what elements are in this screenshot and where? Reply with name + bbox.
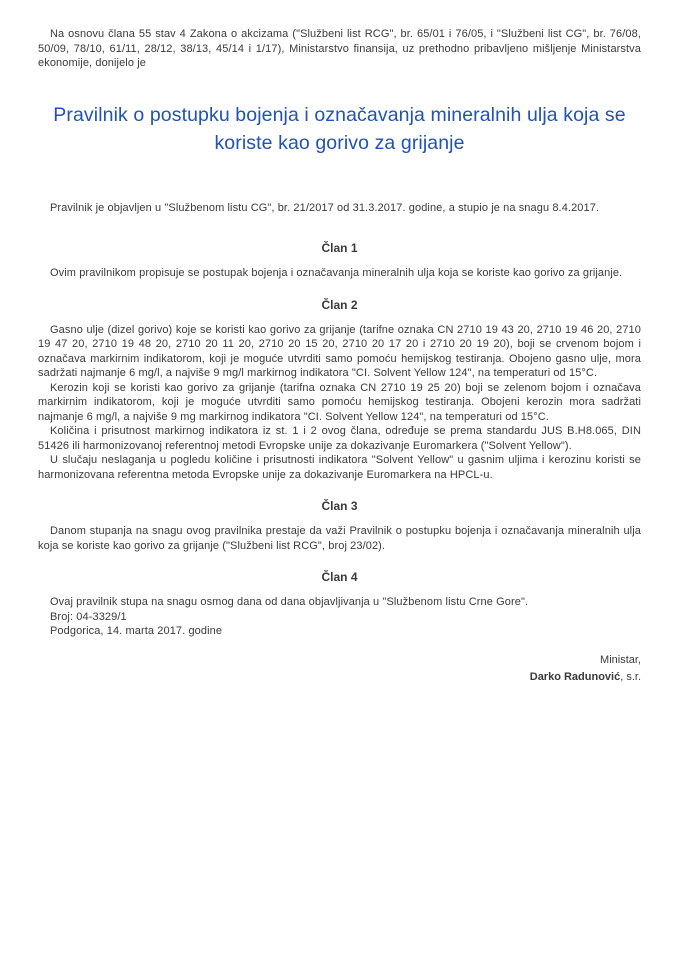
- signature-role: Ministar,: [600, 653, 641, 666]
- document-title: Pravilnik o postupku bojenja i označavanja mineralnih ulja koja se koriste kao gorivo za grijanje: [53, 103, 626, 154]
- article-1-heading: Član 1: [321, 241, 358, 255]
- place-date-line: Podgorica, 14. marta 2017. godine: [50, 625, 223, 637]
- article-4-paragraph-1: Ovaj pravilnik stupa na snagu osmog dana od dana objavljivanja u "Službenom listu Crne Gore".: [50, 596, 529, 608]
- article-3-heading: Član 3: [321, 499, 358, 513]
- article-4-heading: Član 4: [321, 570, 358, 584]
- article-2-heading: Član 2: [321, 297, 358, 312]
- signature-suffix: , s.r.: [620, 670, 641, 683]
- preamble-paragraph: Na osnovu člana 55 stav 4 Zakona o akcizama ("Službeni list RCG", br. 65/01 i 76/05, i "Službeni list CG", br. 76/08, 50/09, 78/10, 61/11, 28/12, 38/13, 45/14 i 1/17), Ministarstvo finansija, uz prethodno pribavljeno mišljenje Ministarstva ekonomije, donijelo je: [38, 28, 641, 69]
- article-2-paragraph-2: Kerozin koji se koristi kao gorivo za grijanje (tarifna oznaka CN 2710 19 25 20) boji se zelenom bojom i označava markirnim indikatorom, koji je moguće utvrditi samo pomoću hemijskog testiranja. Obojeni kerozin mora sadržati najmanje 6 mg/l, a najviše 9 mg markirnog indikatora "CI. Solvent Yellow 124", na temperaturi od 15°C.: [38, 381, 641, 423]
- signature-name: Darko Radunović: [529, 670, 621, 683]
- article-1-paragraph-1: Ovim pravilnikom propisuje se postupak bojenja i označavanja mineralnih ulja koja se koriste kao gorivo za grijanje.: [50, 267, 623, 279]
- article-3-paragraph-1: Danom stupanja na snagu ovog pravilnika prestaje da važi Pravilnik o postupku bojenja i označavanja mineralnih ulja koja se koriste kao gorivo za grijanje ("Službeni list RCG", broj 23/02).: [38, 525, 641, 552]
- article-2-paragraph-3: Količina i prisutnost markirnog indikatora iz st. 1 i 2 ovog člana, određuje se prema standardu JUS B.H8.065, DIN 51426 ili harmonizovanoj referentnoj metodi Evropske unije za dokazivanje Euromarkera ("Solvent Yellow").: [38, 425, 641, 452]
- publication-note: Pravilnik je objavljen u "Službenom listu CG", br. 21/2017 od 31.3.2017. godine, a stupio je na snagu 8.4.2017.: [50, 201, 600, 214]
- signature-block: [38, 652, 641, 686]
- document-number-line: Broj: 04-3329/1: [50, 610, 127, 623]
- article-2-paragraph-1: Gasno ulje (dizel gorivo) koje se koristi kao gorivo za grijanje (tarifne oznaka CN 2710 19 43 20, 2710 19 46 20, 2710 19 47 20, 2710 19 48 20, 2710 20 11 20, 2710 20 15 20, 2710 20 17 20 i 2710 20 19 20), boji se crvenom bojom i označava markirnim indikatorom, koji je moguće utvrditi samo pomoću hemijskog testiranja. Obojeno gasno ulje, mora sadržati najmanje 6 mg/l, a najviše 9 mg/l markirnog indikatora "CI. Solvent Yellow 124", na temperaturi od 15°C.: [38, 323, 641, 379]
- article-2-paragraph-4: U slučaju neslaganja u pogledu količine i prisutnosti indikatora "Solvent Yellow" u gasnim uljima i kerozinu koristi se harmonizovana referentna metoda Evropske unije za dokazivanje Euromarkera na HPCL-u.: [38, 454, 641, 481]
- signature-name-line: [38, 669, 641, 686]
